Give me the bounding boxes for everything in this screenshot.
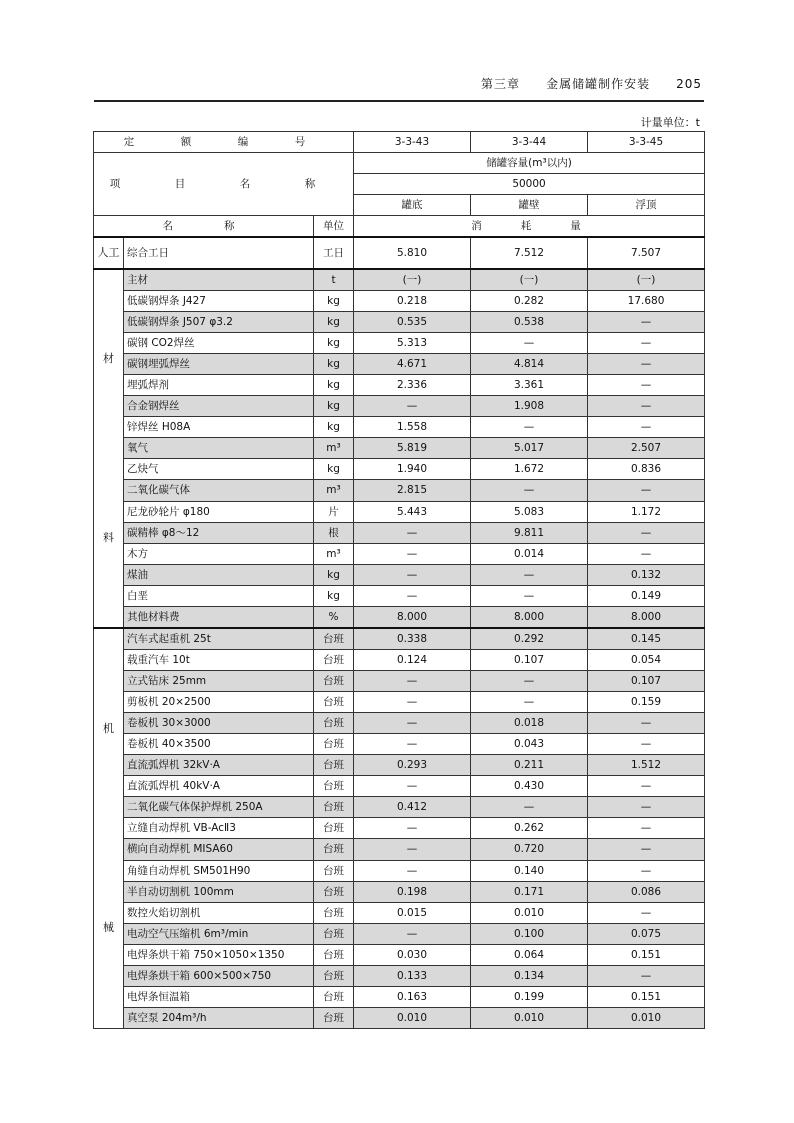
machine-unit: 台班 <box>314 881 354 902</box>
machine-value: — <box>588 818 705 839</box>
material-value: — <box>471 480 588 501</box>
material-row <box>94 564 705 585</box>
part-2: 罐壁 <box>471 195 588 216</box>
page-header <box>94 72 704 102</box>
machine-row <box>94 965 705 986</box>
machine-row <box>94 881 705 902</box>
machine-value: — <box>588 839 705 860</box>
material-value: 4.671 <box>354 354 471 375</box>
machine-name: 载重汽车 10t <box>124 650 314 671</box>
machine-row <box>94 650 705 671</box>
machine-value: 0.199 <box>471 986 588 1007</box>
machine-value: 0.010 <box>588 1007 705 1028</box>
column-header-row <box>94 216 705 238</box>
machine-name: 角缝自动焊机 SM501H90 <box>124 860 314 881</box>
machine-category-char: 械 <box>103 921 114 935</box>
material-name: 主材 <box>124 269 314 291</box>
material-row <box>94 291 705 312</box>
machine-name: 立式钻床 25mm <box>124 671 314 692</box>
item-label: 项 目 名 称 <box>94 153 354 216</box>
code-row <box>94 132 705 153</box>
material-value: 0.538 <box>471 312 588 333</box>
material-name: 氧气 <box>124 438 314 459</box>
material-value: — <box>354 564 471 585</box>
machine-value: 0.293 <box>354 755 471 776</box>
material-value: — <box>471 585 588 606</box>
machine-name: 直流弧焊机 32kV·A <box>124 755 314 776</box>
machine-row <box>94 628 705 650</box>
machine-value: 0.064 <box>471 944 588 965</box>
machine-name: 电焊条烘干箱 750×1050×1350 <box>124 944 314 965</box>
machine-row <box>94 860 705 881</box>
machine-category <box>94 628 124 1029</box>
col-unit-header: 单位 <box>314 216 354 238</box>
part-1: 罐底 <box>354 195 471 216</box>
machine-value: 0.338 <box>354 628 471 650</box>
machine-row <box>94 692 705 713</box>
machine-value: — <box>471 692 588 713</box>
material-name: 碳钢埋弧焊丝 <box>124 354 314 375</box>
capacity-label: 储罐容量(m³以内) <box>354 153 705 174</box>
machine-row <box>94 755 705 776</box>
labor-row <box>94 237 705 269</box>
machine-value: 0.412 <box>354 797 471 818</box>
labor-category: 人工 <box>94 237 124 269</box>
material-name: 木方 <box>124 543 314 564</box>
machine-unit: 台班 <box>314 839 354 860</box>
machine-row <box>94 713 705 734</box>
machine-value: 0.107 <box>588 671 705 692</box>
machine-unit: 台班 <box>314 650 354 671</box>
machine-value: — <box>354 734 471 755</box>
material-value: — <box>588 312 705 333</box>
material-unit: % <box>314 606 354 628</box>
material-value: 17.680 <box>588 291 705 312</box>
machine-name: 卷板机 30×3000 <box>124 713 314 734</box>
material-value: — <box>588 417 705 438</box>
material-name: 尼龙砂轮片 φ180 <box>124 501 314 522</box>
machine-value: — <box>588 797 705 818</box>
material-value: (一) <box>588 269 705 291</box>
machine-value: 0.163 <box>354 986 471 1007</box>
machine-value: — <box>354 692 471 713</box>
machine-value: — <box>588 776 705 797</box>
machine-row <box>94 839 705 860</box>
chapter-title: 金属储罐制作安装 <box>546 77 651 91</box>
machine-value: 0.171 <box>471 881 588 902</box>
material-unit: kg <box>314 396 354 417</box>
material-unit: kg <box>314 375 354 396</box>
machine-name: 半自动切割机 100mm <box>124 881 314 902</box>
machine-value: — <box>588 713 705 734</box>
material-value: 9.811 <box>471 522 588 543</box>
labor-name: 综合工日 <box>124 237 314 269</box>
material-unit: kg <box>314 312 354 333</box>
code-3: 3-3-45 <box>588 132 705 153</box>
material-value: 4.814 <box>471 354 588 375</box>
machine-value: 0.100 <box>471 923 588 944</box>
material-row <box>94 333 705 354</box>
machine-name: 汽车式起重机 25t <box>124 628 314 650</box>
material-value: (一) <box>354 269 471 291</box>
machine-value: 0.010 <box>471 902 588 923</box>
machine-row <box>94 734 705 755</box>
machine-value: — <box>354 776 471 797</box>
material-value: — <box>588 375 705 396</box>
machine-unit: 台班 <box>314 860 354 881</box>
material-value: — <box>588 396 705 417</box>
machine-value: — <box>354 671 471 692</box>
machine-value: 0.018 <box>471 713 588 734</box>
machine-unit: 台班 <box>314 797 354 818</box>
machine-row <box>94 923 705 944</box>
machine-value: — <box>588 860 705 881</box>
machine-name: 卷板机 40×3500 <box>124 734 314 755</box>
machine-name: 电焊条烘干箱 600×500×750 <box>124 965 314 986</box>
material-name: 埋弧焊剂 <box>124 375 314 396</box>
machine-unit: 台班 <box>314 671 354 692</box>
material-value: 0.836 <box>588 459 705 480</box>
material-unit: kg <box>314 333 354 354</box>
material-name: 低碳钢焊条 J427 <box>124 291 314 312</box>
material-unit: kg <box>314 417 354 438</box>
material-value: — <box>471 333 588 354</box>
material-row <box>94 480 705 501</box>
machine-value: 0.010 <box>471 1007 588 1028</box>
material-value: 5.313 <box>354 333 471 354</box>
machine-row <box>94 986 705 1007</box>
material-row <box>94 606 705 628</box>
machine-value: 0.030 <box>354 944 471 965</box>
material-value: 1.940 <box>354 459 471 480</box>
machine-unit: 台班 <box>314 818 354 839</box>
machine-name: 剪板机 20×2500 <box>124 692 314 713</box>
machine-category-char: 机 <box>103 721 114 735</box>
machine-value: 0.145 <box>588 628 705 650</box>
machine-unit: 台班 <box>314 692 354 713</box>
unit-note: 计量单位：t <box>640 116 700 129</box>
material-unit: m³ <box>314 543 354 564</box>
machine-unit: 台班 <box>314 628 354 650</box>
material-value: 0.014 <box>471 543 588 564</box>
material-value: 5.819 <box>354 438 471 459</box>
machine-name: 数控火焰切割机 <box>124 902 314 923</box>
quota-table <box>93 131 705 1029</box>
material-name: 合金钢焊丝 <box>124 396 314 417</box>
machine-value: 0.075 <box>588 923 705 944</box>
material-name: 二氧化碳气体 <box>124 480 314 501</box>
machine-value: — <box>588 965 705 986</box>
material-value: 1.558 <box>354 417 471 438</box>
material-value: 5.443 <box>354 501 471 522</box>
material-row <box>94 543 705 564</box>
material-category-char: 料 <box>103 530 114 544</box>
machine-unit: 台班 <box>314 755 354 776</box>
machine-row <box>94 902 705 923</box>
machine-name: 电焊条恒温箱 <box>124 986 314 1007</box>
machine-value: — <box>354 839 471 860</box>
machine-unit: 台班 <box>314 734 354 755</box>
material-name: 乙炔气 <box>124 459 314 480</box>
machine-unit: 台班 <box>314 923 354 944</box>
machine-value: 0.151 <box>588 986 705 1007</box>
material-value: — <box>588 354 705 375</box>
material-value: 0.535 <box>354 312 471 333</box>
machine-value: 1.512 <box>588 755 705 776</box>
material-unit: t <box>314 269 354 291</box>
machine-row <box>94 776 705 797</box>
labor-value-2: 7.512 <box>471 237 588 269</box>
header-text <box>481 75 702 92</box>
machine-name: 直流弧焊机 40kV·A <box>124 776 314 797</box>
material-value: 8.000 <box>471 606 588 628</box>
material-value: — <box>588 522 705 543</box>
material-value: — <box>354 522 471 543</box>
material-value: — <box>354 585 471 606</box>
machine-name: 二氧化碳气体保护焊机 250A <box>124 797 314 818</box>
machine-unit: 台班 <box>314 1007 354 1028</box>
machine-unit: 台班 <box>314 713 354 734</box>
material-value: — <box>471 417 588 438</box>
machine-name: 横向自动焊机 MISA60 <box>124 839 314 860</box>
material-unit: kg <box>314 564 354 585</box>
material-value: — <box>354 543 471 564</box>
machine-value: 0.720 <box>471 839 588 860</box>
machine-value: 0.054 <box>588 650 705 671</box>
machine-value: — <box>354 860 471 881</box>
material-value: 8.000 <box>588 606 705 628</box>
material-value: 8.000 <box>354 606 471 628</box>
capacity-value: 50000 <box>354 174 705 195</box>
material-value: 1.672 <box>471 459 588 480</box>
machine-value: 0.262 <box>471 818 588 839</box>
material-row <box>94 396 705 417</box>
material-value: 0.282 <box>471 291 588 312</box>
machine-unit: 台班 <box>314 986 354 1007</box>
machine-value: — <box>471 671 588 692</box>
material-value: 0.132 <box>588 564 705 585</box>
material-value: — <box>471 564 588 585</box>
material-category <box>94 269 124 628</box>
machine-value: 0.015 <box>354 902 471 923</box>
code-label: 定 额 编 号 <box>94 132 354 153</box>
material-name: 白垩 <box>124 585 314 606</box>
col-consume-header: 消 耗 量 <box>354 216 705 238</box>
machine-value: 0.159 <box>588 692 705 713</box>
material-name: 煤油 <box>124 564 314 585</box>
material-unit: 片 <box>314 501 354 522</box>
machine-value: 0.086 <box>588 881 705 902</box>
material-name: 其他材料费 <box>124 606 314 628</box>
machine-unit: 台班 <box>314 944 354 965</box>
machine-name: 电动空气压缩机 6m³/min <box>124 923 314 944</box>
material-unit: 根 <box>314 522 354 543</box>
machine-row <box>94 1007 705 1028</box>
code-2: 3-3-44 <box>471 132 588 153</box>
material-name: 碳精棒 φ8～12 <box>124 522 314 543</box>
material-value: 2.507 <box>588 438 705 459</box>
machine-value: 0.133 <box>354 965 471 986</box>
material-unit: m³ <box>314 438 354 459</box>
machine-value: 0.124 <box>354 650 471 671</box>
machine-name: 立缝自动焊机 VB-AcⅡ3 <box>124 818 314 839</box>
material-name: 碳钢 CO2焊丝 <box>124 333 314 354</box>
col-name-header: 名 称 <box>94 216 314 238</box>
material-category-char: 材 <box>103 352 114 366</box>
material-row <box>94 354 705 375</box>
machine-row <box>94 818 705 839</box>
machine-value: 0.140 <box>471 860 588 881</box>
material-row <box>94 459 705 480</box>
machine-value: 0.292 <box>471 628 588 650</box>
material-value: 3.361 <box>471 375 588 396</box>
material-row <box>94 375 705 396</box>
material-row <box>94 585 705 606</box>
machine-row <box>94 671 705 692</box>
labor-value-3: 7.507 <box>588 237 705 269</box>
material-value: — <box>354 396 471 417</box>
machine-value: — <box>471 797 588 818</box>
material-unit: kg <box>314 459 354 480</box>
material-value: 0.149 <box>588 585 705 606</box>
machine-value: 0.107 <box>471 650 588 671</box>
material-row <box>94 312 705 333</box>
capacity-label-row <box>94 153 705 174</box>
machine-value: — <box>354 713 471 734</box>
machine-value: 0.198 <box>354 881 471 902</box>
material-name: 锌焊丝 H08A <box>124 417 314 438</box>
code-1: 3-3-43 <box>354 132 471 153</box>
material-value: 5.017 <box>471 438 588 459</box>
material-name: 低碳钢焊条 J507 φ3.2 <box>124 312 314 333</box>
part-3: 浮顶 <box>588 195 705 216</box>
material-value: 2.336 <box>354 375 471 396</box>
machine-value: 0.430 <box>471 776 588 797</box>
material-unit: m³ <box>314 480 354 501</box>
machine-unit: 台班 <box>314 902 354 923</box>
material-row <box>94 269 705 291</box>
machine-value: — <box>354 818 471 839</box>
page-number: 205 <box>676 77 702 91</box>
material-unit: kg <box>314 291 354 312</box>
machine-row <box>94 797 705 818</box>
material-value: 1.172 <box>588 501 705 522</box>
chapter-label: 第三章 <box>481 77 521 91</box>
machine-unit: 台班 <box>314 965 354 986</box>
labor-value-1: 5.810 <box>354 237 471 269</box>
machine-value: 0.151 <box>588 944 705 965</box>
machine-value: 0.134 <box>471 965 588 986</box>
machine-value: — <box>354 923 471 944</box>
material-row <box>94 501 705 522</box>
material-row <box>94 417 705 438</box>
machine-value: 0.043 <box>471 734 588 755</box>
material-value: — <box>588 333 705 354</box>
labor-unit: 工日 <box>314 237 354 269</box>
material-value: 1.908 <box>471 396 588 417</box>
machine-value: 0.211 <box>471 755 588 776</box>
machine-name: 真空泵 204m³/h <box>124 1007 314 1028</box>
material-value: (一) <box>471 269 588 291</box>
material-value: — <box>588 480 705 501</box>
material-unit: kg <box>314 585 354 606</box>
machine-row <box>94 944 705 965</box>
machine-unit: 台班 <box>314 776 354 797</box>
machine-value: — <box>588 902 705 923</box>
machine-value: 0.010 <box>354 1007 471 1028</box>
material-value: 0.218 <box>354 291 471 312</box>
material-value: — <box>588 543 705 564</box>
material-value: 2.815 <box>354 480 471 501</box>
material-value: 5.083 <box>471 501 588 522</box>
machine-value: — <box>588 734 705 755</box>
material-row <box>94 438 705 459</box>
material-unit: kg <box>314 354 354 375</box>
material-row <box>94 522 705 543</box>
